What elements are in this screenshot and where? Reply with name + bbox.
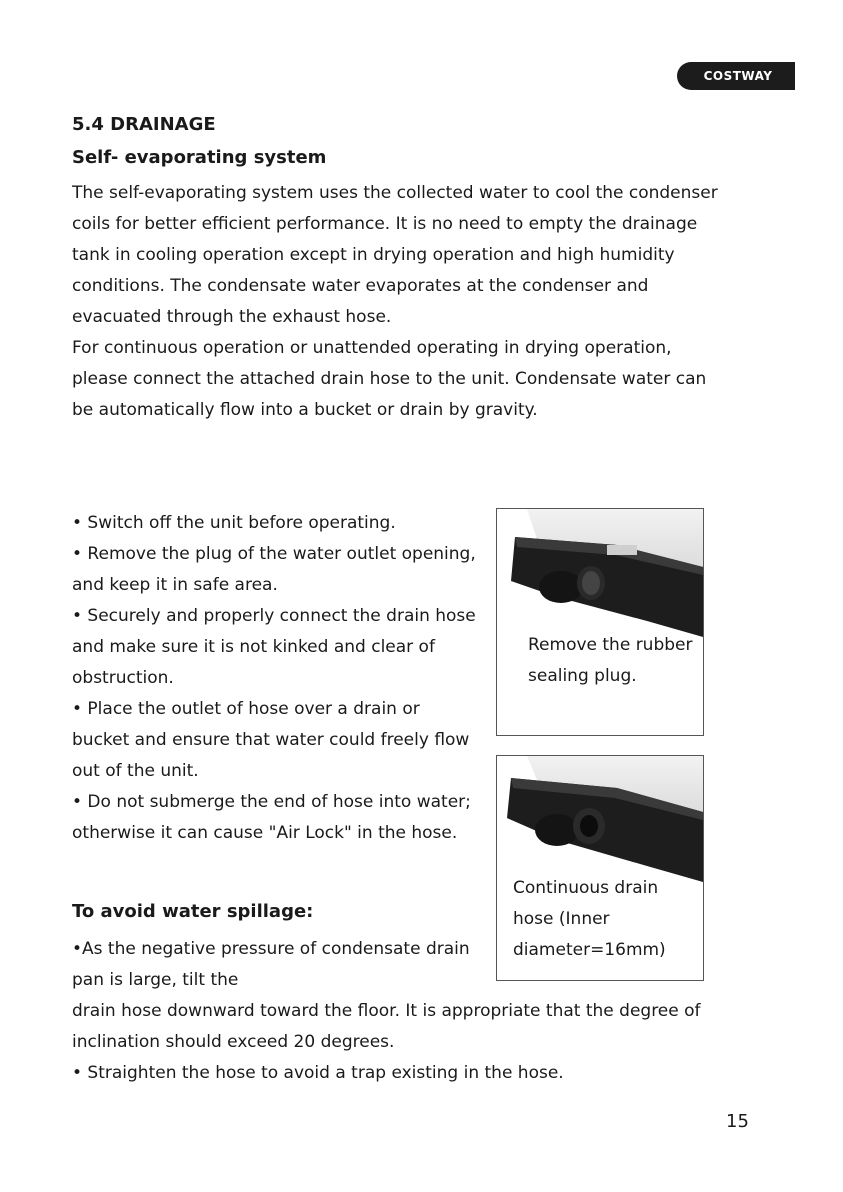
page-number: 15 [726, 1111, 749, 1132]
instruction-item: • Switch off the unit before operating. [72, 513, 396, 533]
instruction-item: • Place the outlet of hose over a drain or bucket and ensure that water could freely flow out of the unit. [72, 699, 470, 781]
intro-text [72, 178, 732, 426]
figure-remove-plug [496, 508, 704, 736]
brand-logo: COSTWAY [677, 62, 795, 90]
figure-caption: Continuous drain hose (Inner diameter=16mm) [513, 878, 666, 960]
instruction-list [72, 508, 482, 849]
section-title: 5.4 DRAINAGE [72, 114, 216, 135]
instruction-item: • Do not submerge the end of hose into water; otherwise it can cause "Air Lock" in the hose. [72, 792, 471, 843]
spillage-title: To avoid water spillage: [72, 901, 314, 922]
unit-drain-hose-illustration [497, 756, 703, 884]
spillage-text: drain hose downward toward the floor. It is appropriate that the degree of inclination should exceed 20 degrees. [72, 1001, 701, 1052]
subsection-title: Self- evaporating system [72, 147, 327, 168]
instruction-item: • Securely and properly connect the drain hose and make sure it is not kinked and clear of obstruction. [72, 606, 476, 688]
instruction-item: • Remove the plug of the water outlet opening, and keep it in safe area. [72, 544, 476, 595]
spillage-text: • Straighten the hose to avoid a trap existing in the hose. [72, 1063, 564, 1083]
unit-outlet-plug-illustration [497, 509, 703, 637]
figure-caption: Remove the rubber sealing plug. [528, 635, 693, 686]
figure-drain-hose [496, 755, 704, 981]
intro-paragraph: For continuous operation or unattended operating in drying operation, please connect the attached drain hose to the unit. Condensate water can be automatically flow into a bucket or drain by gravity. [72, 338, 707, 420]
spillage-text: •As the negative pressure of condensate drain pan is large, tilt the [72, 939, 470, 990]
intro-paragraph: The self-evaporating system uses the collected water to cool the condenser coils for better efficient performance. It is no need to empty the drainage tank in cooling operation except in drying operation and high humidity conditions. The condensate water evaporates at the condenser and evacuated through the exhaust hose. [72, 183, 718, 327]
